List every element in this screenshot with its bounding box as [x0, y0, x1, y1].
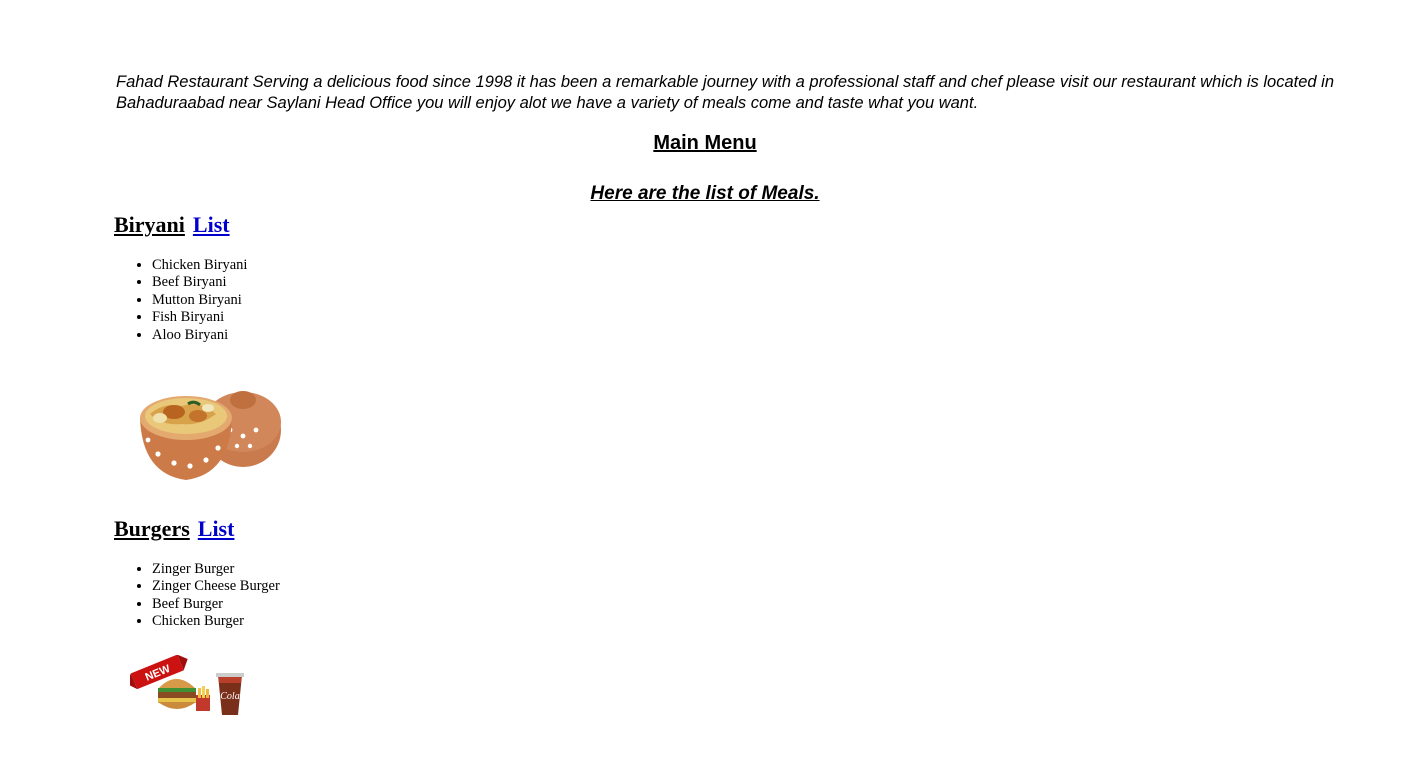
biryani-image	[130, 370, 285, 485]
biryani-item-list	[114, 257, 247, 344]
list-item: • Beef Biryani	[152, 274, 247, 291]
list-item: • Beef Burger	[152, 596, 280, 613]
list-item: • Chicken Burger	[152, 613, 280, 630]
list-item: • Zinger Burger	[152, 561, 280, 578]
section-title-biryani: Biryani	[114, 212, 185, 237]
meals-subheading-text: Here are the list of Meals.	[590, 183, 820, 204]
biryani-list-link[interactable]: List	[192, 212, 230, 237]
list-item: • Chicken Biryani	[152, 257, 247, 274]
section-title-burgers: Burgers	[114, 516, 190, 541]
main-menu-heading-text: Main Menu	[653, 131, 757, 154]
list-item: • Aloo Biryani	[152, 327, 247, 344]
burger-image	[130, 655, 255, 717]
svg-text:NEW: NEW	[143, 662, 172, 684]
svg-text:Cola: Cola	[220, 691, 240, 702]
list-item: • Mutton Biryani	[152, 292, 247, 309]
burgers-list-link[interactable]: List	[197, 516, 235, 541]
section-heading-burgers	[114, 516, 234, 542]
meals-subheading	[0, 183, 1410, 205]
restaurant-intro-text: Fahad Restaurant Serving a delicious food since 1998 it has been a remarkable journey with a professional staff and chef please visit our restaurant which is located in Bahaduraabad near Saylani Head Office you will enjoy alot we have a variety of meals come and taste what you want.	[116, 72, 1335, 112]
list-item: • Fish Biryani	[152, 309, 247, 326]
burgers-item-list	[114, 561, 280, 631]
section-heading-biryani	[114, 212, 230, 238]
list-item: • Zinger Cheese Burger	[152, 578, 280, 595]
page-title	[0, 132, 1410, 155]
